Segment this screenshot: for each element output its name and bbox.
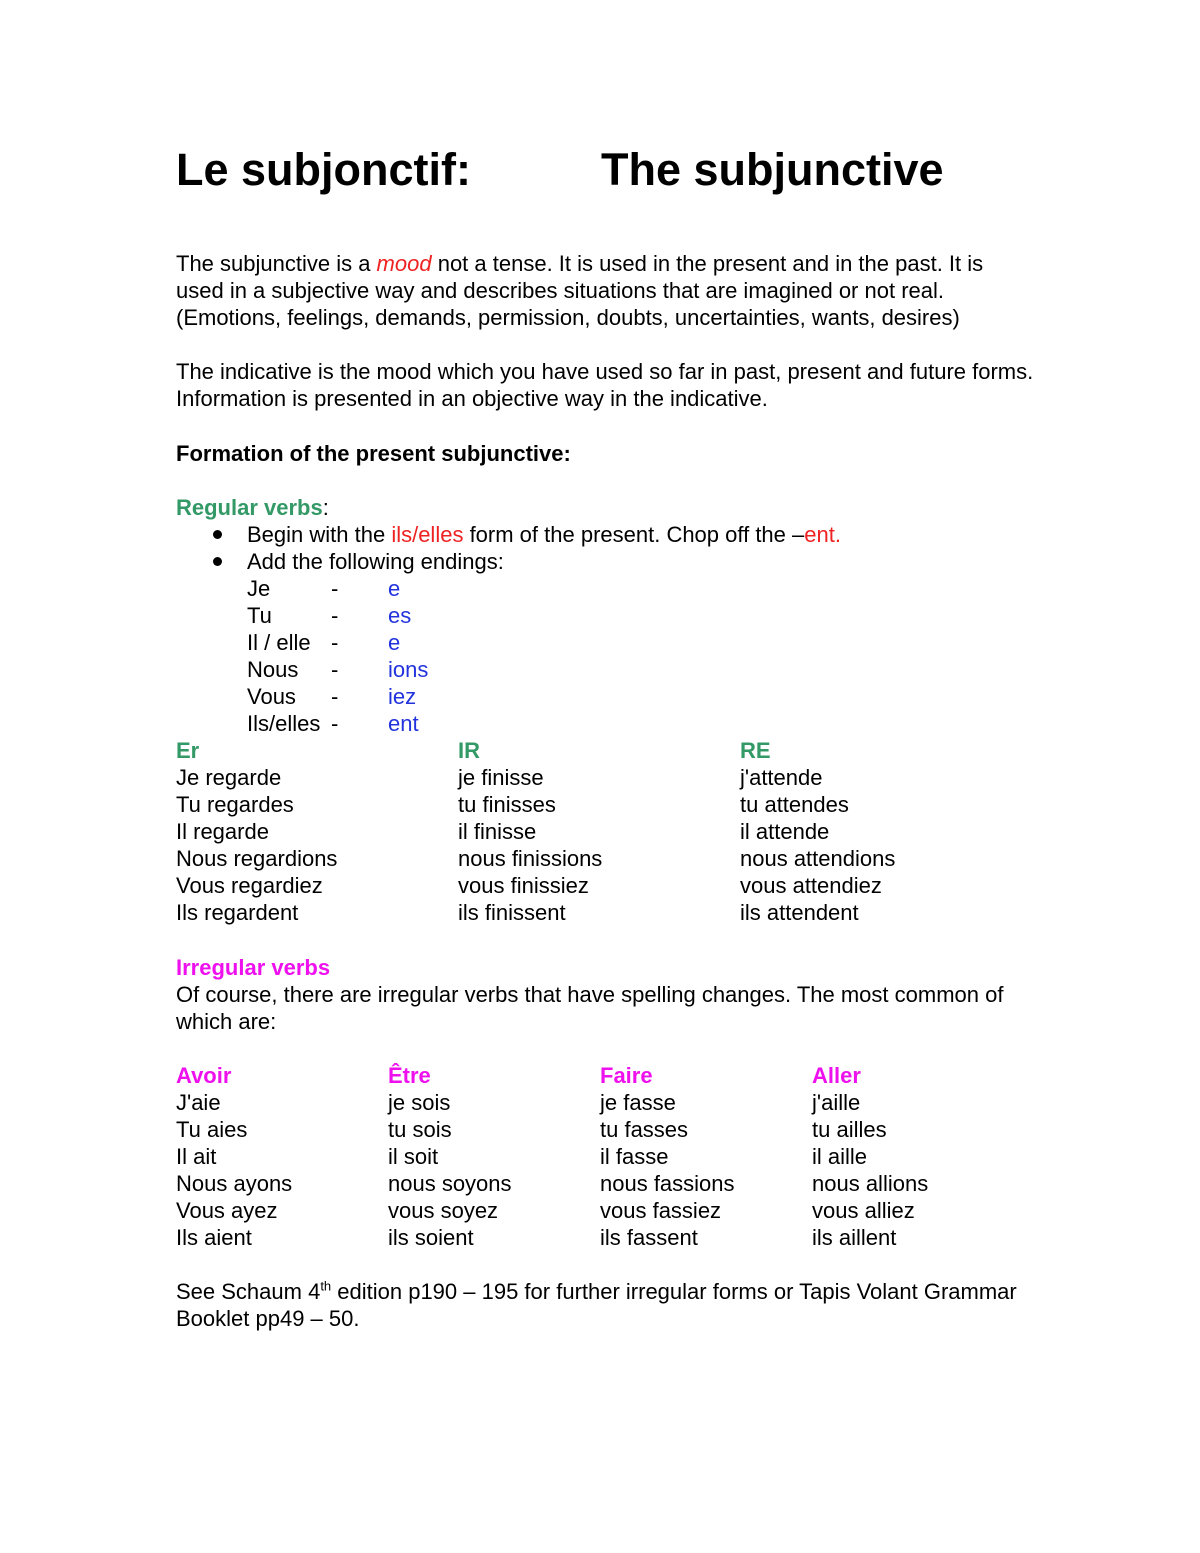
ending-dash: -	[331, 711, 339, 736]
conjugation-cell: Nous ayons	[176, 1171, 293, 1196]
conjugation-cell: il attende	[740, 819, 830, 844]
etre-heading: Être	[388, 1063, 431, 1088]
page-title	[176, 140, 1036, 200]
conjugation-cell: ils aillent	[812, 1225, 897, 1250]
conjugation-cell: je sois	[388, 1090, 451, 1115]
conjugation-cell: je fasse	[600, 1090, 676, 1115]
conjugation-cell: tu finisses	[458, 792, 556, 817]
ending-suffix: es	[388, 603, 412, 628]
conjugation-cell: ils attendent	[740, 900, 859, 925]
intro-mood-word: mood	[376, 251, 432, 276]
ending-row	[247, 683, 1036, 710]
ending-row	[247, 629, 1036, 656]
intro-paragraph	[176, 250, 1036, 331]
bullet-icon	[213, 557, 222, 566]
er-heading: Er	[176, 738, 200, 763]
conjugation-cell: nous allions	[812, 1171, 929, 1196]
step1-ils-elles: ils/elles	[391, 522, 464, 547]
etre-column	[388, 1062, 512, 1251]
ir-heading: IR	[458, 738, 480, 763]
ending-dash: -	[331, 684, 339, 709]
conjugation-cell: il soit	[388, 1144, 439, 1169]
list-item	[176, 521, 1036, 548]
irregular-conjugation-table	[176, 1062, 1036, 1252]
conjugation-cell: j'attende	[740, 765, 823, 790]
ending-dash: -	[331, 603, 339, 628]
conjugation-cell: ils finissent	[458, 900, 566, 925]
ending-row	[247, 656, 1036, 683]
conjugation-cell: vous attendiez	[740, 873, 882, 898]
conjugation-cell: Ils aient	[176, 1225, 252, 1250]
conjugation-cell: ils fassent	[600, 1225, 698, 1250]
conjugation-cell: tu sois	[388, 1117, 452, 1142]
bullet-icon	[213, 530, 222, 539]
conjugation-cell: Tu regardes	[176, 792, 294, 817]
regular-verbs-heading: Regular verbs	[176, 495, 323, 520]
ending-dash: -	[331, 576, 339, 601]
regular-conjugation-table	[176, 737, 1036, 927]
ending-suffix: e	[388, 630, 401, 655]
conjugation-cell: nous fassions	[600, 1171, 735, 1196]
ending-pronoun: Nous	[247, 657, 299, 682]
conjugation-cell: Il regarde	[176, 819, 269, 844]
footer-text-2: edition p190 – 195 for further irregular forms or Tapis Volant Grammar Booklet pp49 – 50.	[176, 1279, 1017, 1331]
ending-pronoun: Ils/elles	[247, 711, 321, 736]
indicative-paragraph: The indicative is the mood which you have used so far in past, present and future forms. Information is presented in an objective way in the indicative.	[176, 359, 1034, 411]
conjugation-cell: tu ailles	[812, 1117, 887, 1142]
conjugation-cell: nous soyons	[388, 1171, 512, 1196]
footer-text-1: See Schaum 4	[176, 1279, 321, 1304]
ending-suffix: e	[388, 576, 401, 601]
ending-suffix: ent	[388, 711, 419, 736]
conjugation-cell: Ils regardent	[176, 900, 299, 925]
ending-pronoun: Vous	[247, 684, 296, 709]
footer-superscript: th	[320, 1278, 332, 1294]
conjugation-cell: J'aie	[176, 1090, 221, 1115]
conjugation-cell: il fasse	[600, 1144, 669, 1169]
irregular-verbs-heading: Irregular verbs	[176, 955, 331, 980]
title-english: The subjunctive	[601, 144, 944, 195]
reference-note	[176, 1278, 1036, 1332]
ending-pronoun: Il / elle	[247, 630, 311, 655]
ending-suffix: ions	[388, 657, 429, 682]
conjugation-cell: nous finissions	[458, 846, 603, 871]
step1-text-c: form of the present. Chop off the –	[463, 522, 805, 547]
ending-suffix: iez	[388, 684, 417, 709]
conjugation-cell: il aille	[812, 1144, 868, 1169]
conjugation-cell: vous finissiez	[458, 873, 589, 898]
conjugation-cell: Tu aies	[176, 1117, 248, 1142]
step1-text-a: Begin with the	[247, 522, 392, 547]
conjugation-cell: tu attendes	[740, 792, 849, 817]
faire-heading: Faire	[600, 1063, 653, 1088]
conjugation-cell: je finisse	[458, 765, 544, 790]
aller-column	[812, 1062, 928, 1251]
conjugation-cell: tu fasses	[600, 1117, 689, 1142]
endings-table	[247, 575, 1036, 737]
conjugation-cell: Je regarde	[176, 765, 282, 790]
conjugation-cell: nous attendions	[740, 846, 896, 871]
conjugation-cell: ils soient	[388, 1225, 474, 1250]
conjugation-cell: Nous regardions	[176, 846, 338, 871]
conjugation-cell: Vous ayez	[176, 1198, 278, 1223]
conjugation-cell: Il ait	[176, 1144, 217, 1169]
avoir-column	[176, 1062, 292, 1251]
re-column	[740, 737, 895, 926]
irregular-verbs-text: Of course, there are irregular verbs that have spelling changes. The most common of which are:	[176, 982, 1004, 1034]
ending-dash: -	[331, 630, 339, 655]
conjugation-cell: Vous regardiez	[176, 873, 323, 898]
re-heading: RE	[740, 738, 771, 763]
conjugation-cell: il finisse	[458, 819, 537, 844]
step1-ent: ent.	[804, 522, 841, 547]
aller-heading: Aller	[812, 1063, 861, 1088]
faire-column	[600, 1062, 735, 1251]
conjugation-cell: vous fassiez	[600, 1198, 722, 1223]
conjugation-cell: vous soyez	[388, 1198, 499, 1223]
er-column	[176, 737, 337, 926]
regular-verbs-section	[176, 494, 1036, 737]
ending-pronoun: Je	[247, 576, 271, 601]
intro-text-1: The subjunctive is a	[176, 251, 377, 276]
avoir-heading: Avoir	[176, 1063, 232, 1088]
ending-row	[247, 710, 1036, 737]
regular-steps-list	[176, 521, 1036, 575]
regular-verbs-colon: :	[322, 495, 329, 520]
conjugation-cell: j'aille	[812, 1090, 861, 1115]
list-item	[176, 548, 1036, 575]
conjugation-cell: vous alliez	[812, 1198, 915, 1223]
ending-row	[247, 602, 1036, 629]
ending-row	[247, 575, 1036, 602]
formation-heading: Formation of the present subjunctive:	[176, 441, 571, 466]
title-french: Le subjonctif:	[176, 144, 471, 195]
ending-pronoun: Tu	[247, 603, 272, 628]
intro-text-2: not a tense. It is used in the present and in the past. It is used in a subjective way and describes situations that are imagined or not real. (Emotions, feelings, demands, permission, doubts, uncertainties, wants, desires)	[176, 251, 984, 330]
step2-text: Add the following endings:	[247, 549, 504, 574]
ir-column	[458, 737, 602, 926]
irregular-verbs-section	[176, 954, 1036, 1035]
ending-dash: -	[331, 657, 339, 682]
